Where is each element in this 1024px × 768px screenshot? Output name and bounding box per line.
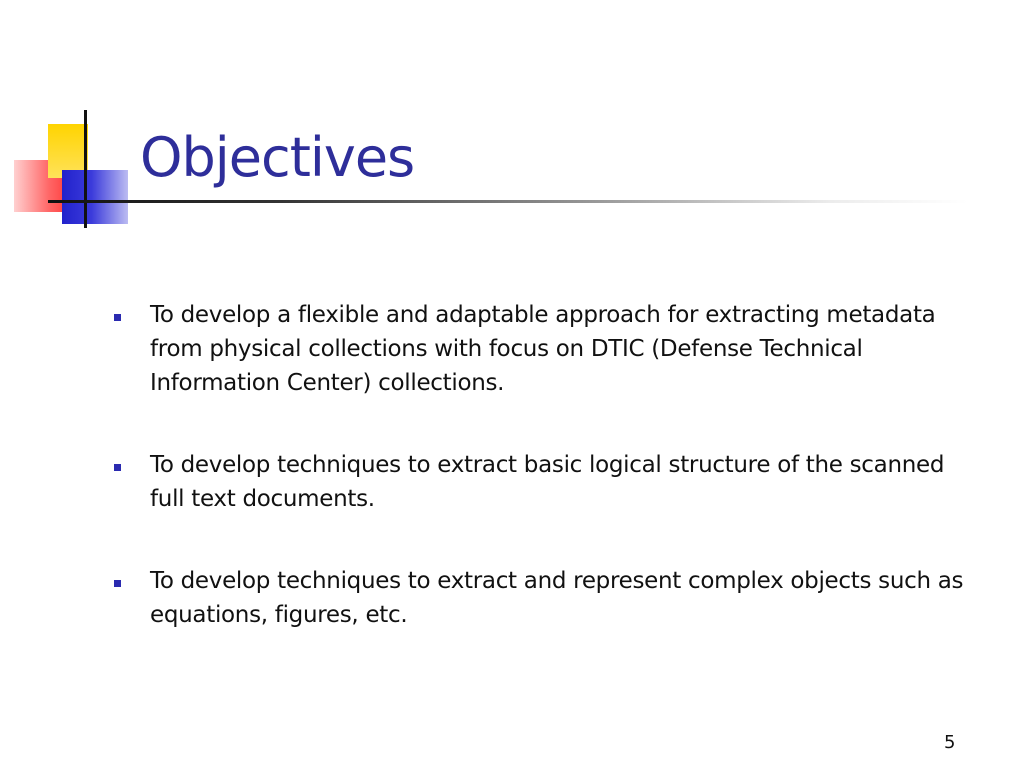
square-bullet-icon xyxy=(114,464,121,471)
bullet-item xyxy=(112,298,972,400)
title-underline xyxy=(48,200,968,203)
bullet-item xyxy=(112,564,972,632)
bullet-text: To develop techniques to extract and represent complex objects such as equations, figures, etc. xyxy=(150,568,964,628)
bullet-list xyxy=(112,298,972,632)
square-bullet-icon xyxy=(114,580,121,587)
slide-title: Objectives xyxy=(140,126,415,189)
page-number: 5 xyxy=(944,732,956,753)
square-bullet-icon xyxy=(114,314,121,321)
bullet-item xyxy=(112,448,972,516)
decorative-blue-square xyxy=(62,170,128,224)
bullet-text: To develop a flexible and adaptable approach for extracting metadata from physical collections with focus on DTIC (Defense Technical Information Center) collections. xyxy=(150,302,936,396)
decorative-vertical-line xyxy=(84,110,87,228)
bullet-text: To develop techniques to extract basic logical structure of the scanned full text documents. xyxy=(150,452,945,512)
